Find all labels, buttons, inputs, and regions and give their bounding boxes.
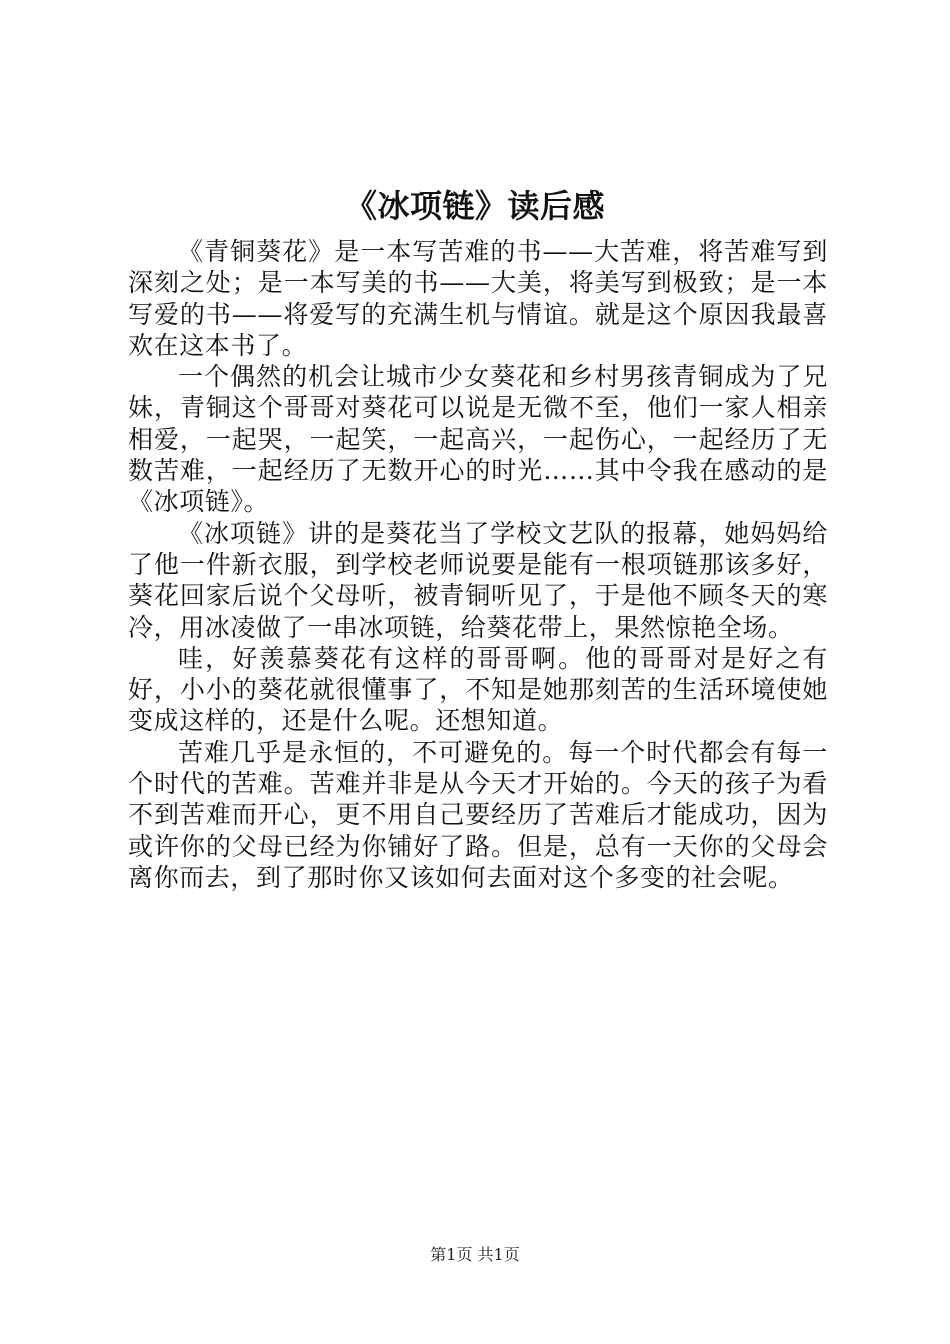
document-body (128, 236, 828, 893)
paragraph-1: 《青铜葵花》是一本写苦难的书——大苦难，将苦难写到深刻之处；是一本写美的书——大美，将美写到极致；是一本写爱的书——将爱写的充满生机与情谊。就是这个原因我最喜欢在这本书了。 (128, 237, 828, 360)
paragraph-5: 苦难几乎是永恒的，不可避免的。每一个时代都会有每一个时代的苦难。苦难并非是从今天才开始的。今天的孩子为看不到苦难而开心，更不用自己要经历了苦难后才能成功，因为或许你的父母已经为你铺好了路。但是，总有一天你的父母会离你而去，到了那时你又该如何去面对这个多变的社会呢。 (128, 737, 828, 892)
paragraph-3: 《冰项链》讲的是葵花当了学校文艺队的报幕，她妈妈给了他一件新衣服，到学校老师说要是能有一根项链那该多好，葵花回家后说个父母听，被青铜听见了，于是他不顾冬天的寒冷，用冰凌做了一串冰项链，给葵花带上，果然惊艳全场。 (128, 518, 828, 642)
document-title: 《冰项链》读后感 (344, 187, 605, 225)
paragraph-2: 一个偶然的机会让城市少女葵花和乡村男孩青铜成为了兄妹，青铜这个哥哥对葵花可以说是无微不至，他们一家人相亲相爱，一起哭，一起笑，一起高兴，一起伤心，一起经历了无数苦难，一起经历了无数开心的时光……其中令我在感动的是《冰项链》。 (128, 362, 828, 517)
page-footer: 第1页 共1页 (430, 1245, 520, 1264)
paragraph-4: 哇，好羡慕葵花有这样的哥哥啊。他的哥哥对是好之有好，小小的葵花就很懂事了，不知是她那刻苦的生活环境使她变成这样的，还是什么呢。还想知道。 (128, 643, 828, 736)
